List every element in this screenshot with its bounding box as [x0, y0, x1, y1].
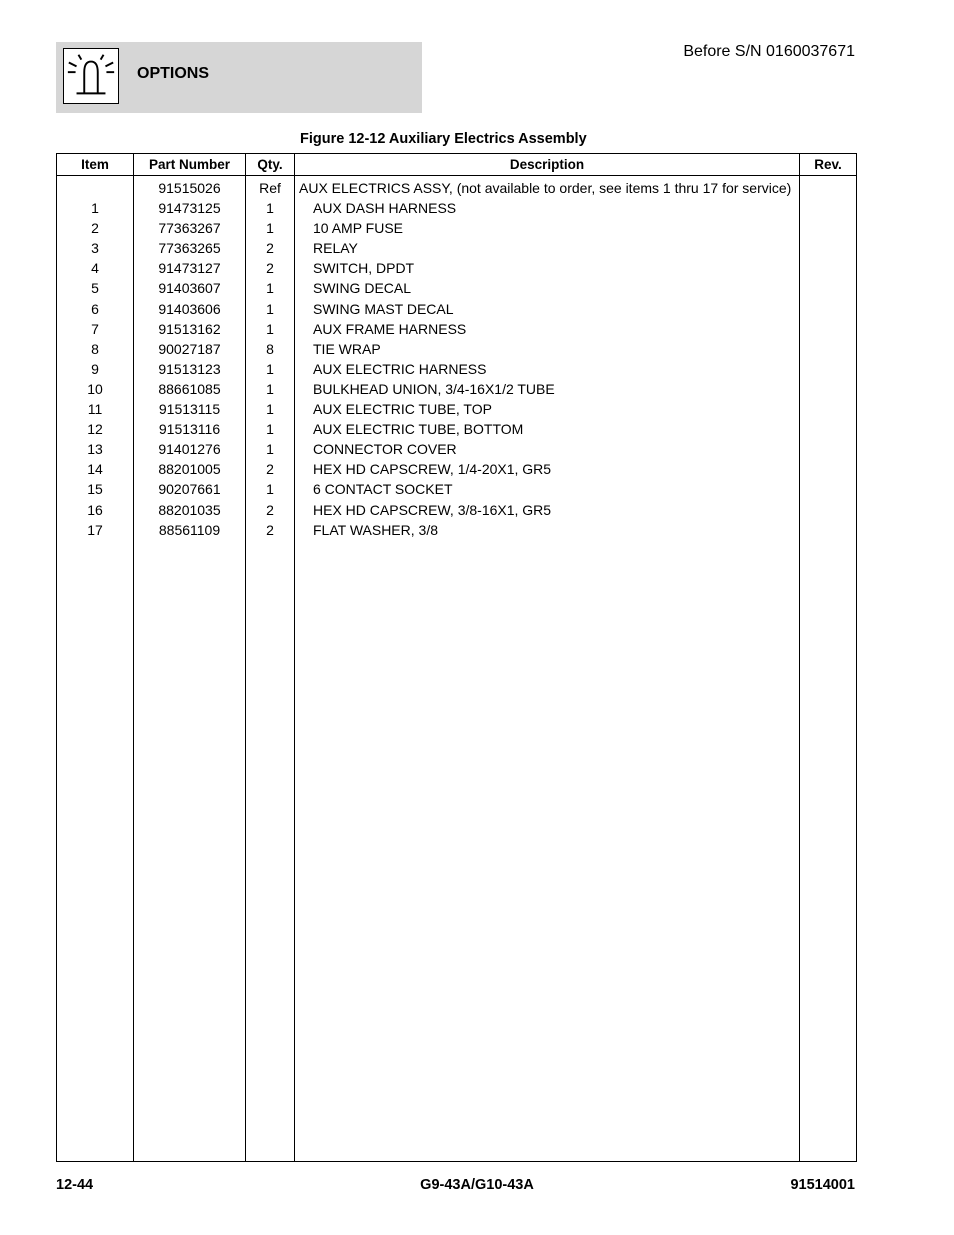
description-cell: 6 CONTACT SOCKET: [295, 479, 800, 499]
item-cell: 7: [57, 319, 134, 339]
item-cell: 16: [57, 500, 134, 520]
table-row: [57, 339, 857, 359]
table-row: [57, 520, 857, 540]
item-cell: 13: [57, 439, 134, 459]
description-cell: AUX ELECTRIC HARNESS: [295, 359, 800, 379]
description-cell: AUX ELECTRICS ASSY, (not available to order, see items 1 thru 17 for service): [295, 176, 800, 199]
table-row: [57, 399, 857, 419]
description-cell: HEX HD CAPSCREW, 3/8-16X1, GR5: [295, 500, 800, 520]
table-filler-row: [57, 540, 857, 1162]
qty-cell: 2: [246, 520, 295, 540]
part-number-cell: 91403606: [134, 299, 246, 319]
part-number-cell: 77363265: [134, 238, 246, 258]
rev-cell: [800, 339, 857, 359]
description-cell: AUX ELECTRIC TUBE, TOP: [295, 399, 800, 419]
column-header-rev: Rev.: [800, 154, 857, 176]
empty-cell: [800, 540, 857, 1162]
qty-cell: 1: [246, 419, 295, 439]
rev-cell: [800, 218, 857, 238]
section-title: OPTIONS: [137, 65, 210, 82]
qty-cell: 1: [246, 299, 295, 319]
part-number-cell: 88661085: [134, 379, 246, 399]
item-cell: 14: [57, 459, 134, 479]
qty-cell: 1: [246, 359, 295, 379]
part-number-cell: 88561109: [134, 520, 246, 540]
description-cell: SWING DECAL: [295, 278, 800, 298]
table-row: [57, 439, 857, 459]
qty-cell: Ref: [246, 176, 295, 199]
part-number-cell: 91473125: [134, 198, 246, 218]
rev-cell: [800, 399, 857, 419]
rev-cell: [800, 198, 857, 218]
table-row: [57, 479, 857, 499]
model-number: G9-43A/G10-43A: [420, 1177, 534, 1193]
rev-cell: [800, 299, 857, 319]
qty-cell: 1: [246, 278, 295, 298]
table-row: [57, 218, 857, 238]
column-header-description: Description: [295, 154, 800, 176]
table-row: [57, 258, 857, 278]
description-cell: RELAY: [295, 238, 800, 258]
description-cell: TIE WRAP: [295, 339, 800, 359]
qty-cell: 1: [246, 439, 295, 459]
item-cell: 15: [57, 479, 134, 499]
part-number-cell: 90207661: [134, 479, 246, 499]
rev-cell: [800, 278, 857, 298]
item-cell: 5: [57, 278, 134, 298]
qty-cell: 2: [246, 238, 295, 258]
empty-cell: [295, 540, 800, 1162]
part-number-cell: 91513116: [134, 419, 246, 439]
rev-cell: [800, 520, 857, 540]
beacon-light-icon: [63, 48, 119, 104]
table-row: [57, 198, 857, 218]
qty-cell: 1: [246, 198, 295, 218]
description-cell: AUX FRAME HARNESS: [295, 319, 800, 339]
part-number-cell: 91515026: [134, 176, 246, 199]
item-cell: 2: [57, 218, 134, 238]
serial-number-note: Before S/N 0160037671: [683, 43, 855, 60]
item-cell: 11: [57, 399, 134, 419]
table-row: [57, 459, 857, 479]
empty-cell: [134, 540, 246, 1162]
item-cell: 10: [57, 379, 134, 399]
description-cell: SWITCH, DPDT: [295, 258, 800, 278]
rev-cell: [800, 379, 857, 399]
rev-cell: [800, 319, 857, 339]
column-header-qty: Qty.: [246, 154, 295, 176]
column-header-item: Item: [57, 154, 134, 176]
description-cell: 10 AMP FUSE: [295, 218, 800, 238]
qty-cell: 2: [246, 459, 295, 479]
description-cell: CONNECTOR COVER: [295, 439, 800, 459]
part-number-cell: 91513123: [134, 359, 246, 379]
table-row: [57, 319, 857, 339]
item-cell: 17: [57, 520, 134, 540]
table-header-row: [57, 154, 857, 176]
part-number-cell: 91513115: [134, 399, 246, 419]
item-cell: [57, 176, 134, 199]
page-number: 12-44: [56, 1177, 94, 1193]
rev-cell: [800, 459, 857, 479]
empty-cell: [246, 540, 295, 1162]
item-cell: 3: [57, 238, 134, 258]
item-cell: 9: [57, 359, 134, 379]
description-cell: HEX HD CAPSCREW, 1/4-20X1, GR5: [295, 459, 800, 479]
table-row: [57, 419, 857, 439]
rev-cell: [800, 479, 857, 499]
part-number-cell: 91401276: [134, 439, 246, 459]
part-number-cell: 88201005: [134, 459, 246, 479]
description-cell: AUX ELECTRIC TUBE, BOTTOM: [295, 419, 800, 439]
table-row: [57, 278, 857, 298]
rev-cell: [800, 439, 857, 459]
table-row: [57, 500, 857, 520]
item-cell: 6: [57, 299, 134, 319]
rev-cell: [800, 359, 857, 379]
table-row: [57, 176, 857, 199]
qty-cell: 1: [246, 399, 295, 419]
table-row: [57, 299, 857, 319]
table-row: [57, 359, 857, 379]
qty-cell: 2: [246, 500, 295, 520]
figure-title: Figure 12-12 Auxiliary Electrics Assembly: [300, 131, 587, 147]
item-cell: 8: [57, 339, 134, 359]
qty-cell: 1: [246, 479, 295, 499]
rev-cell: [800, 500, 857, 520]
empty-cell: [57, 540, 134, 1162]
qty-cell: 1: [246, 319, 295, 339]
rev-cell: [800, 419, 857, 439]
rev-cell: [800, 258, 857, 278]
description-cell: FLAT WASHER, 3/8: [295, 520, 800, 540]
item-cell: 4: [57, 258, 134, 278]
rev-cell: [800, 176, 857, 199]
description-cell: BULKHEAD UNION, 3/4-16X1/2 TUBE: [295, 379, 800, 399]
description-cell: SWING MAST DECAL: [295, 299, 800, 319]
qty-cell: 1: [246, 218, 295, 238]
parts-table-body: [57, 176, 857, 1162]
part-number-cell: 77363267: [134, 218, 246, 238]
qty-cell: 2: [246, 258, 295, 278]
description-cell: AUX DASH HARNESS: [295, 198, 800, 218]
qty-cell: 8: [246, 339, 295, 359]
table-row: [57, 238, 857, 258]
rev-cell: [800, 238, 857, 258]
parts-table: [56, 153, 857, 1162]
part-number-cell: 91513162: [134, 319, 246, 339]
part-number-cell: 90027187: [134, 339, 246, 359]
column-header-part-number: Part Number: [134, 154, 246, 176]
qty-cell: 1: [246, 379, 295, 399]
table-row: [57, 379, 857, 399]
item-cell: 12: [57, 419, 134, 439]
item-cell: 1: [57, 198, 134, 218]
manual-number: 91514001: [790, 1177, 855, 1193]
part-number-cell: 91403607: [134, 278, 246, 298]
part-number-cell: 91473127: [134, 258, 246, 278]
part-number-cell: 88201035: [134, 500, 246, 520]
